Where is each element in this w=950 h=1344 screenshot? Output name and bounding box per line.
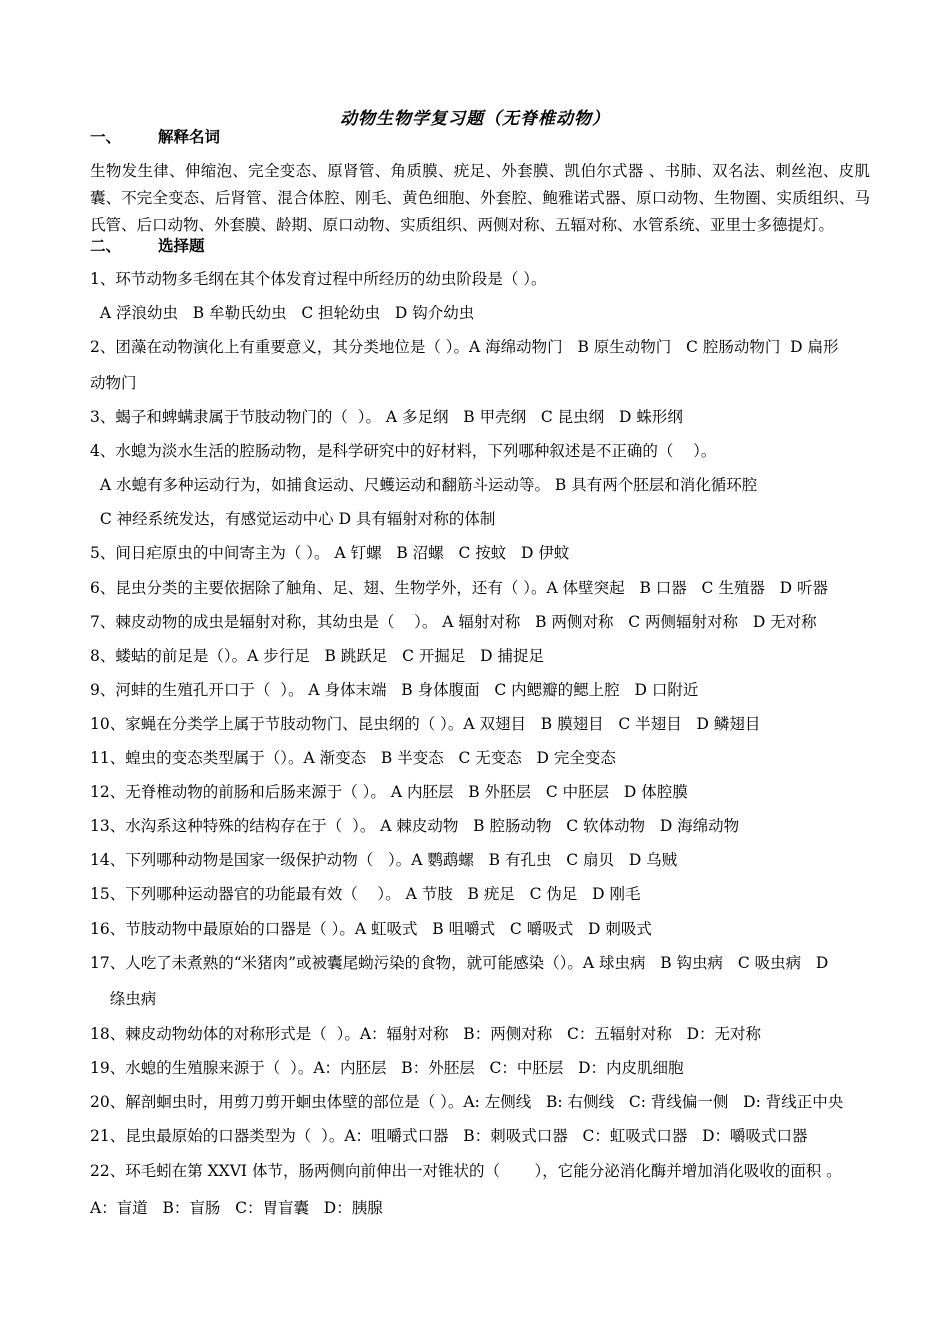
- section-number: 二、: [90, 236, 122, 255]
- question-line: 14、下列哪种动物是国家一级保护动物（ ）。A 鹦鹉螺 B 有孔虫 C 扇贝 D 乌贼: [90, 851, 678, 869]
- page-title: 动物生物学复习题（无脊椎动物）: [340, 109, 610, 129]
- question-line: 绦虫病: [90, 990, 157, 1008]
- question-line: 21、昆虫最原始的口器类型为（ ）。A：咀嚼式口器 B：刺吸式口器 C：虹吸式口器 D：嚼吸式口器: [90, 1127, 808, 1145]
- question-line: 13、水沟系这种特殊的结构存在于（ ）。 A 棘皮动物 B 腔肠动物 C 软体动物 D 海绵动物: [90, 817, 740, 835]
- section-number: 一、: [90, 127, 122, 146]
- question-line: 11、蝗虫的变态类型属于（）。A 渐变态 B 半变态 C 无变态 D 完全变态: [90, 749, 616, 767]
- question-line: C 神经系统发达，有感觉运动中心 D 具有辐射对称的体制: [90, 510, 496, 528]
- question-line: 5、间日疟原虫的中间寄主为（ ）。 A 钉螺 B 沼螺 C 按蚊 D 伊蚊: [90, 544, 570, 562]
- question-line: 19、水螅的生殖腺来源于（ ）。A：内胚层 B：外胚层 C：中胚层 D：内皮肌细胞: [90, 1059, 684, 1077]
- question-line: 12、无脊椎动物的前肠和后肠来源于（ ）。 A 内胚层 B 外胚层 C 中胚层 D 体腔膜: [90, 783, 688, 801]
- question-line: 9、河蚌的生殖孔开口于（ ）。 A 身体末端 B 身体腹面 C 内鳃瓣的鳃上腔 D 口附近: [90, 681, 699, 699]
- question-line: 18、棘皮动物幼体的对称形式是（ ）。A：辐射对称 B：两侧对称 C：五辐射对称 D：无对称: [90, 1025, 762, 1043]
- question-line: 4、水螅为淡水生活的腔肠动物，是科学研究中的好材料，下列哪种叙述是不正确的（ ）。: [90, 442, 717, 460]
- question-line: A：盲道 B：盲肠 C：胃盲囊 D：胰腺: [90, 1199, 383, 1217]
- question-line: 6、昆虫分类的主要依据除了触角、足、翅、生物学外，还有（ ）。A 体壁突起 B 口器 C 生殖器 D 听器: [90, 579, 828, 597]
- question-line: 动物门: [90, 374, 137, 392]
- question-line: 3、蝎子和蜱螨隶属于节肢动物门的（ ）。 A 多足纲 B 甲壳纲 C 昆虫纲 D 蛛形纲: [90, 408, 683, 426]
- section-label: 解释名词: [158, 127, 221, 146]
- question-line: 16、节肢动物中最原始的口器是（ ）。A 虹吸式 B 咀嚼式 C 嚼吸式 D 刺吸式: [90, 920, 652, 938]
- question-line: A 浮浪幼虫 B 牟勒氏幼虫 C 担轮幼虫 D 钩介幼虫: [90, 304, 475, 322]
- section-heading-terms: [90, 126, 220, 148]
- question-line: 15、下列哪种运动器官的功能最有效（ ）。 A 节肢 B 疣足 C 伪足 D 刚毛: [90, 885, 641, 903]
- question-line: 10、家蝇在分类学上属于节肢动物门、昆虫纲的（ ）。A 双翅目 B 膜翅目 C 半翅目 D 鳞翅目: [90, 715, 761, 733]
- terms-paragraph: 生物发生律、伸缩泡、完全变态、原肾管、角质膜、疣足、外套膜、凯伯尔式器 、书肺、双名法、刺丝泡、皮肌囊、不完全变态、后肾管、混合体腔、刚毛、黄色细胞、外套腔、鲍雅诺式器、原口动物、生物圈、实质组织、马氏管、后口动物、外套膜、龄期、原口动物、实质组织、两侧对称、五辐对称、水管系统、亚里士多德提灯。: [90, 162, 870, 234]
- question-line: 22、环毛蚓在第 XXVI 体节，肠两侧向前伸出一对锥状的（ ），它能分泌消化酶并增加消化吸收的面积 。: [90, 1162, 842, 1180]
- question-line: 7、棘皮动物的成虫是辐射对称，其幼虫是（ ）。 A 辐射对称 B 两侧对称 C 两侧辐射对称 D 无对称: [90, 613, 817, 631]
- question-line: 1、环节动物多毛纲在其个体发育过程中所经历的幼虫阶段是（ ）。: [90, 270, 547, 288]
- section-label: 选择题: [158, 236, 205, 255]
- question-line: 17、人吃了未煮熟的“米猪肉”或被囊尾蚴污染的食物，就可能感染（）。A 球虫病 B 钩虫病 C 吸虫病 D: [90, 954, 829, 972]
- question-line: 8、蝼蛄的前足是（）。A 步行足 B 跳跃足 C 开掘足 D 捕捉足: [90, 647, 545, 665]
- question-line: 2、团藻在动物演化上有重要意义，其分类地位是（ ）。A 海绵动物门 B 原生动物门 C 腔肠动物门 D 扁形: [90, 338, 839, 356]
- section-heading-choice: [90, 235, 205, 257]
- question-line: 20、解剖蛔虫时，用剪刀剪开蛔虫体壁的部位是（ ）。A: 左侧线 B: 右侧线 C: 背线偏一侧 D: 背线正中央: [90, 1093, 844, 1111]
- question-line: A 水螅有多种运动行为，如捕食运动、尺蠖运动和翻筋斗运动等。 B 具有两个胚层和消化循环腔: [90, 476, 758, 494]
